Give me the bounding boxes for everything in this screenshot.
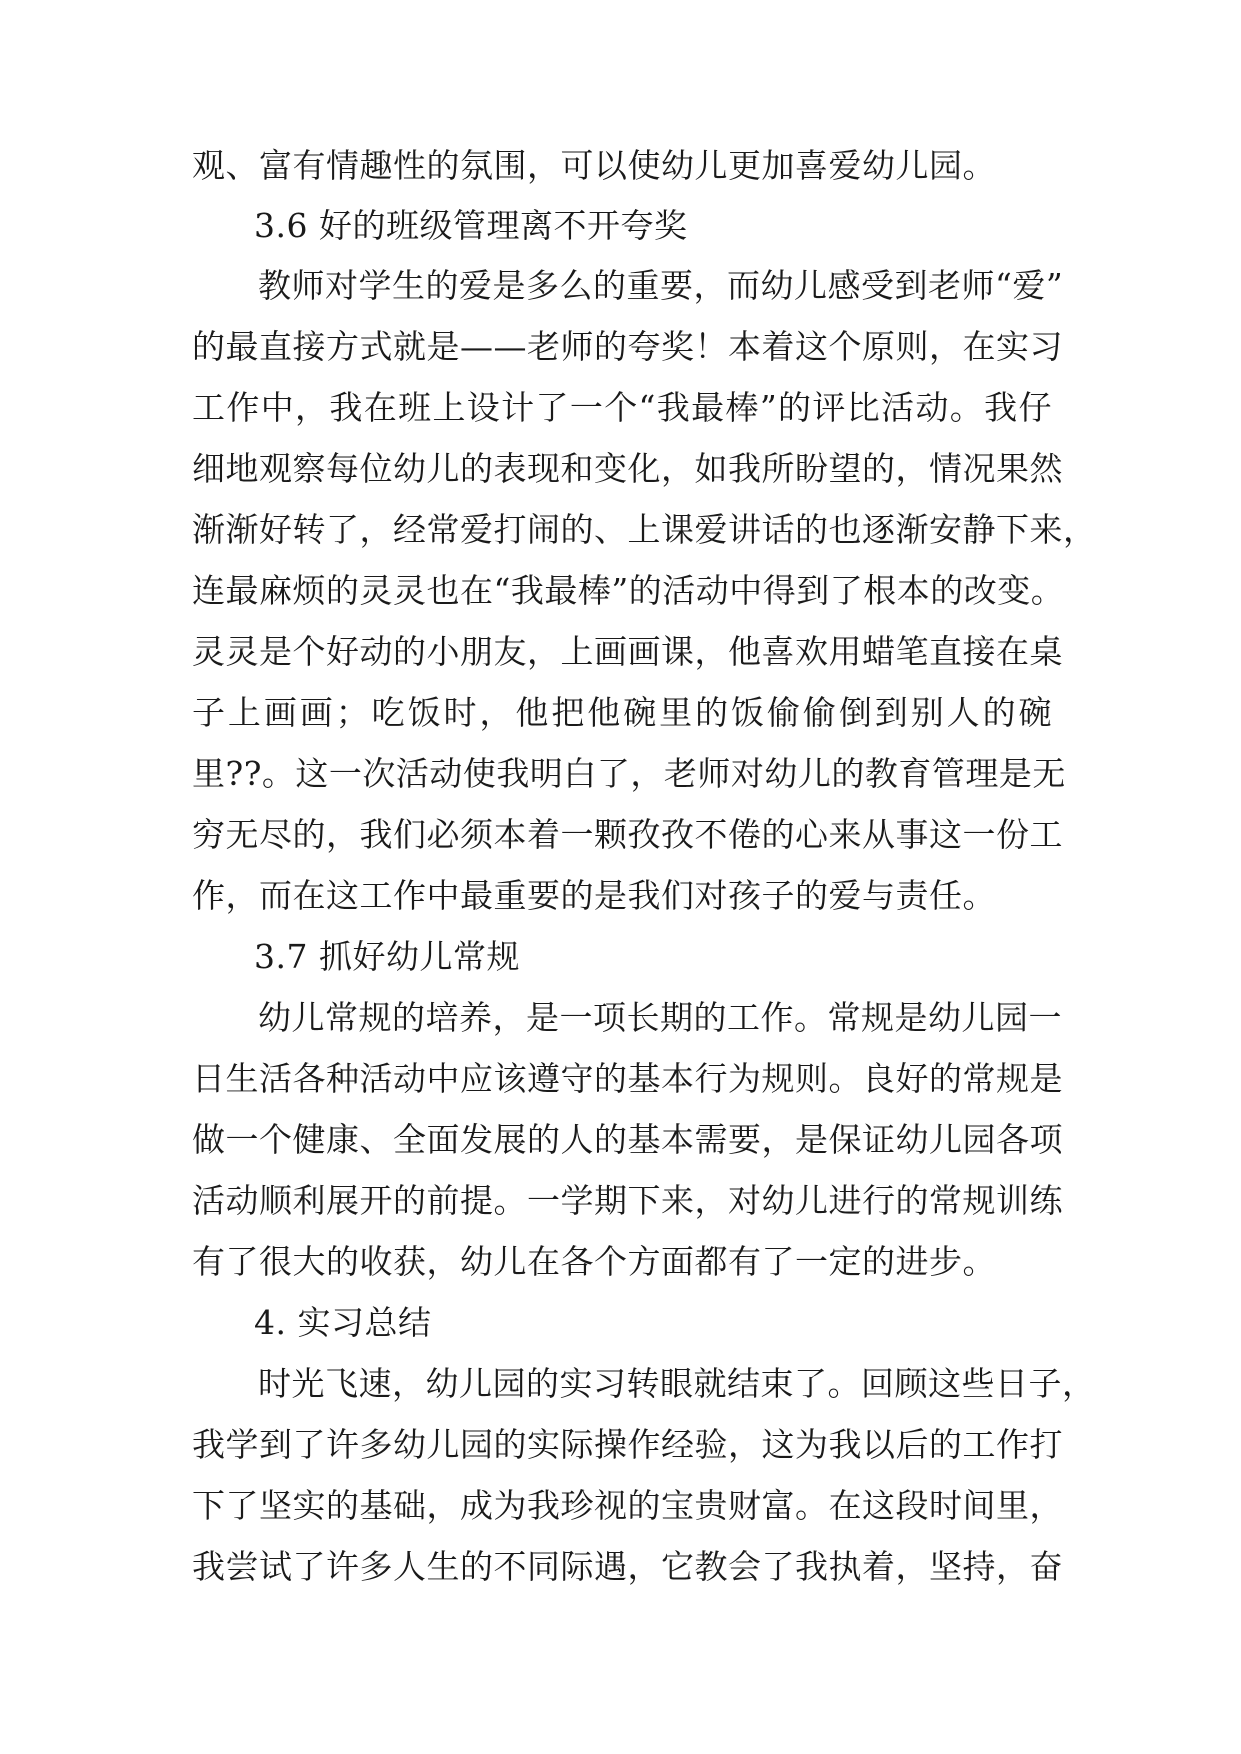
paragraph-line: 的最直接方式就是——老师的夸奖！本着这个原则，在实习 <box>192 327 1063 366</box>
paragraph-line: 观、富有情趣性的氛围，可以使幼儿更加喜爱幼儿园。 <box>192 146 996 185</box>
paragraph-line: 细地观察每位幼儿的表现和变化，如我所盼望的，情况果然 <box>192 449 1063 488</box>
paragraph-line: 工作中，我在班上设计了一个“我最棒”的评比活动。我仔 <box>192 388 1052 427</box>
paragraph-line: 灵灵是个好动的小朋友，上画画课，他喜欢用蜡笔直接在桌 <box>192 632 1063 671</box>
paragraph-line: 我尝试了许多人生的不同际遇，它教会了我执着，坚持，奋 <box>192 1547 1063 1586</box>
paragraph-line: 做一个健康、全面发展的人的基本需要，是保证幼儿园各项 <box>192 1120 1063 1159</box>
paragraph-line: 教师对学生的爱是多么的重要，而幼儿感受到老师“爱” <box>258 266 1064 305</box>
paragraph-line: 时光飞速，幼儿园的实习转眼就结束了。回顾这些日子， <box>258 1364 1096 1403</box>
paragraph-line: 有了很大的收获，幼儿在各个方面都有了一定的进步。 <box>192 1242 996 1281</box>
paragraph-line: 渐渐好转了，经常爱打闹的、上课爱讲话的也逐渐安静下来， <box>192 510 1097 549</box>
paragraph-line: 幼儿常规的培养，是一项长期的工作。常规是幼儿园一 <box>258 998 1062 1037</box>
paragraph-line: 穷无尽的，我们必须本着一颗孜孜不倦的心来从事这一份工 <box>192 815 1063 854</box>
section-heading-3-6: 3.6 好的班级管理离不开夸奖 <box>254 206 688 245</box>
section-heading-3-7: 3.7 抓好幼儿常规 <box>254 937 520 976</box>
section-heading-4: 4. 实习总结 <box>254 1303 432 1342</box>
paragraph-line: 连最麻烦的灵灵也在“我最棒”的活动中得到了根本的改变。 <box>192 571 1065 610</box>
paragraph-line: 日生活各种活动中应该遵守的基本行为规则。良好的常规是 <box>192 1059 1063 1098</box>
paragraph-line: 作，而在这工作中最重要的是我们对孩子的爱与责任。 <box>192 876 996 915</box>
paragraph-line: 活动顺利展开的前提。一学期下来，对幼儿进行的常规训练 <box>192 1181 1063 1220</box>
paragraph-line: 里??。这一次活动使我明白了，老师对幼儿的教育管理是无 <box>192 754 1066 793</box>
paragraph-line: 下了坚实的基础，成为我珍视的宝贵财富。在这段时间里， <box>192 1486 1063 1525</box>
paragraph-line: 子上画画；吃饭时，他把他碗里的饭偷偷倒到别人的碗 <box>192 693 1052 732</box>
paragraph-line: 我学到了许多幼儿园的实际操作经验，这为我以后的工作打 <box>192 1425 1063 1464</box>
